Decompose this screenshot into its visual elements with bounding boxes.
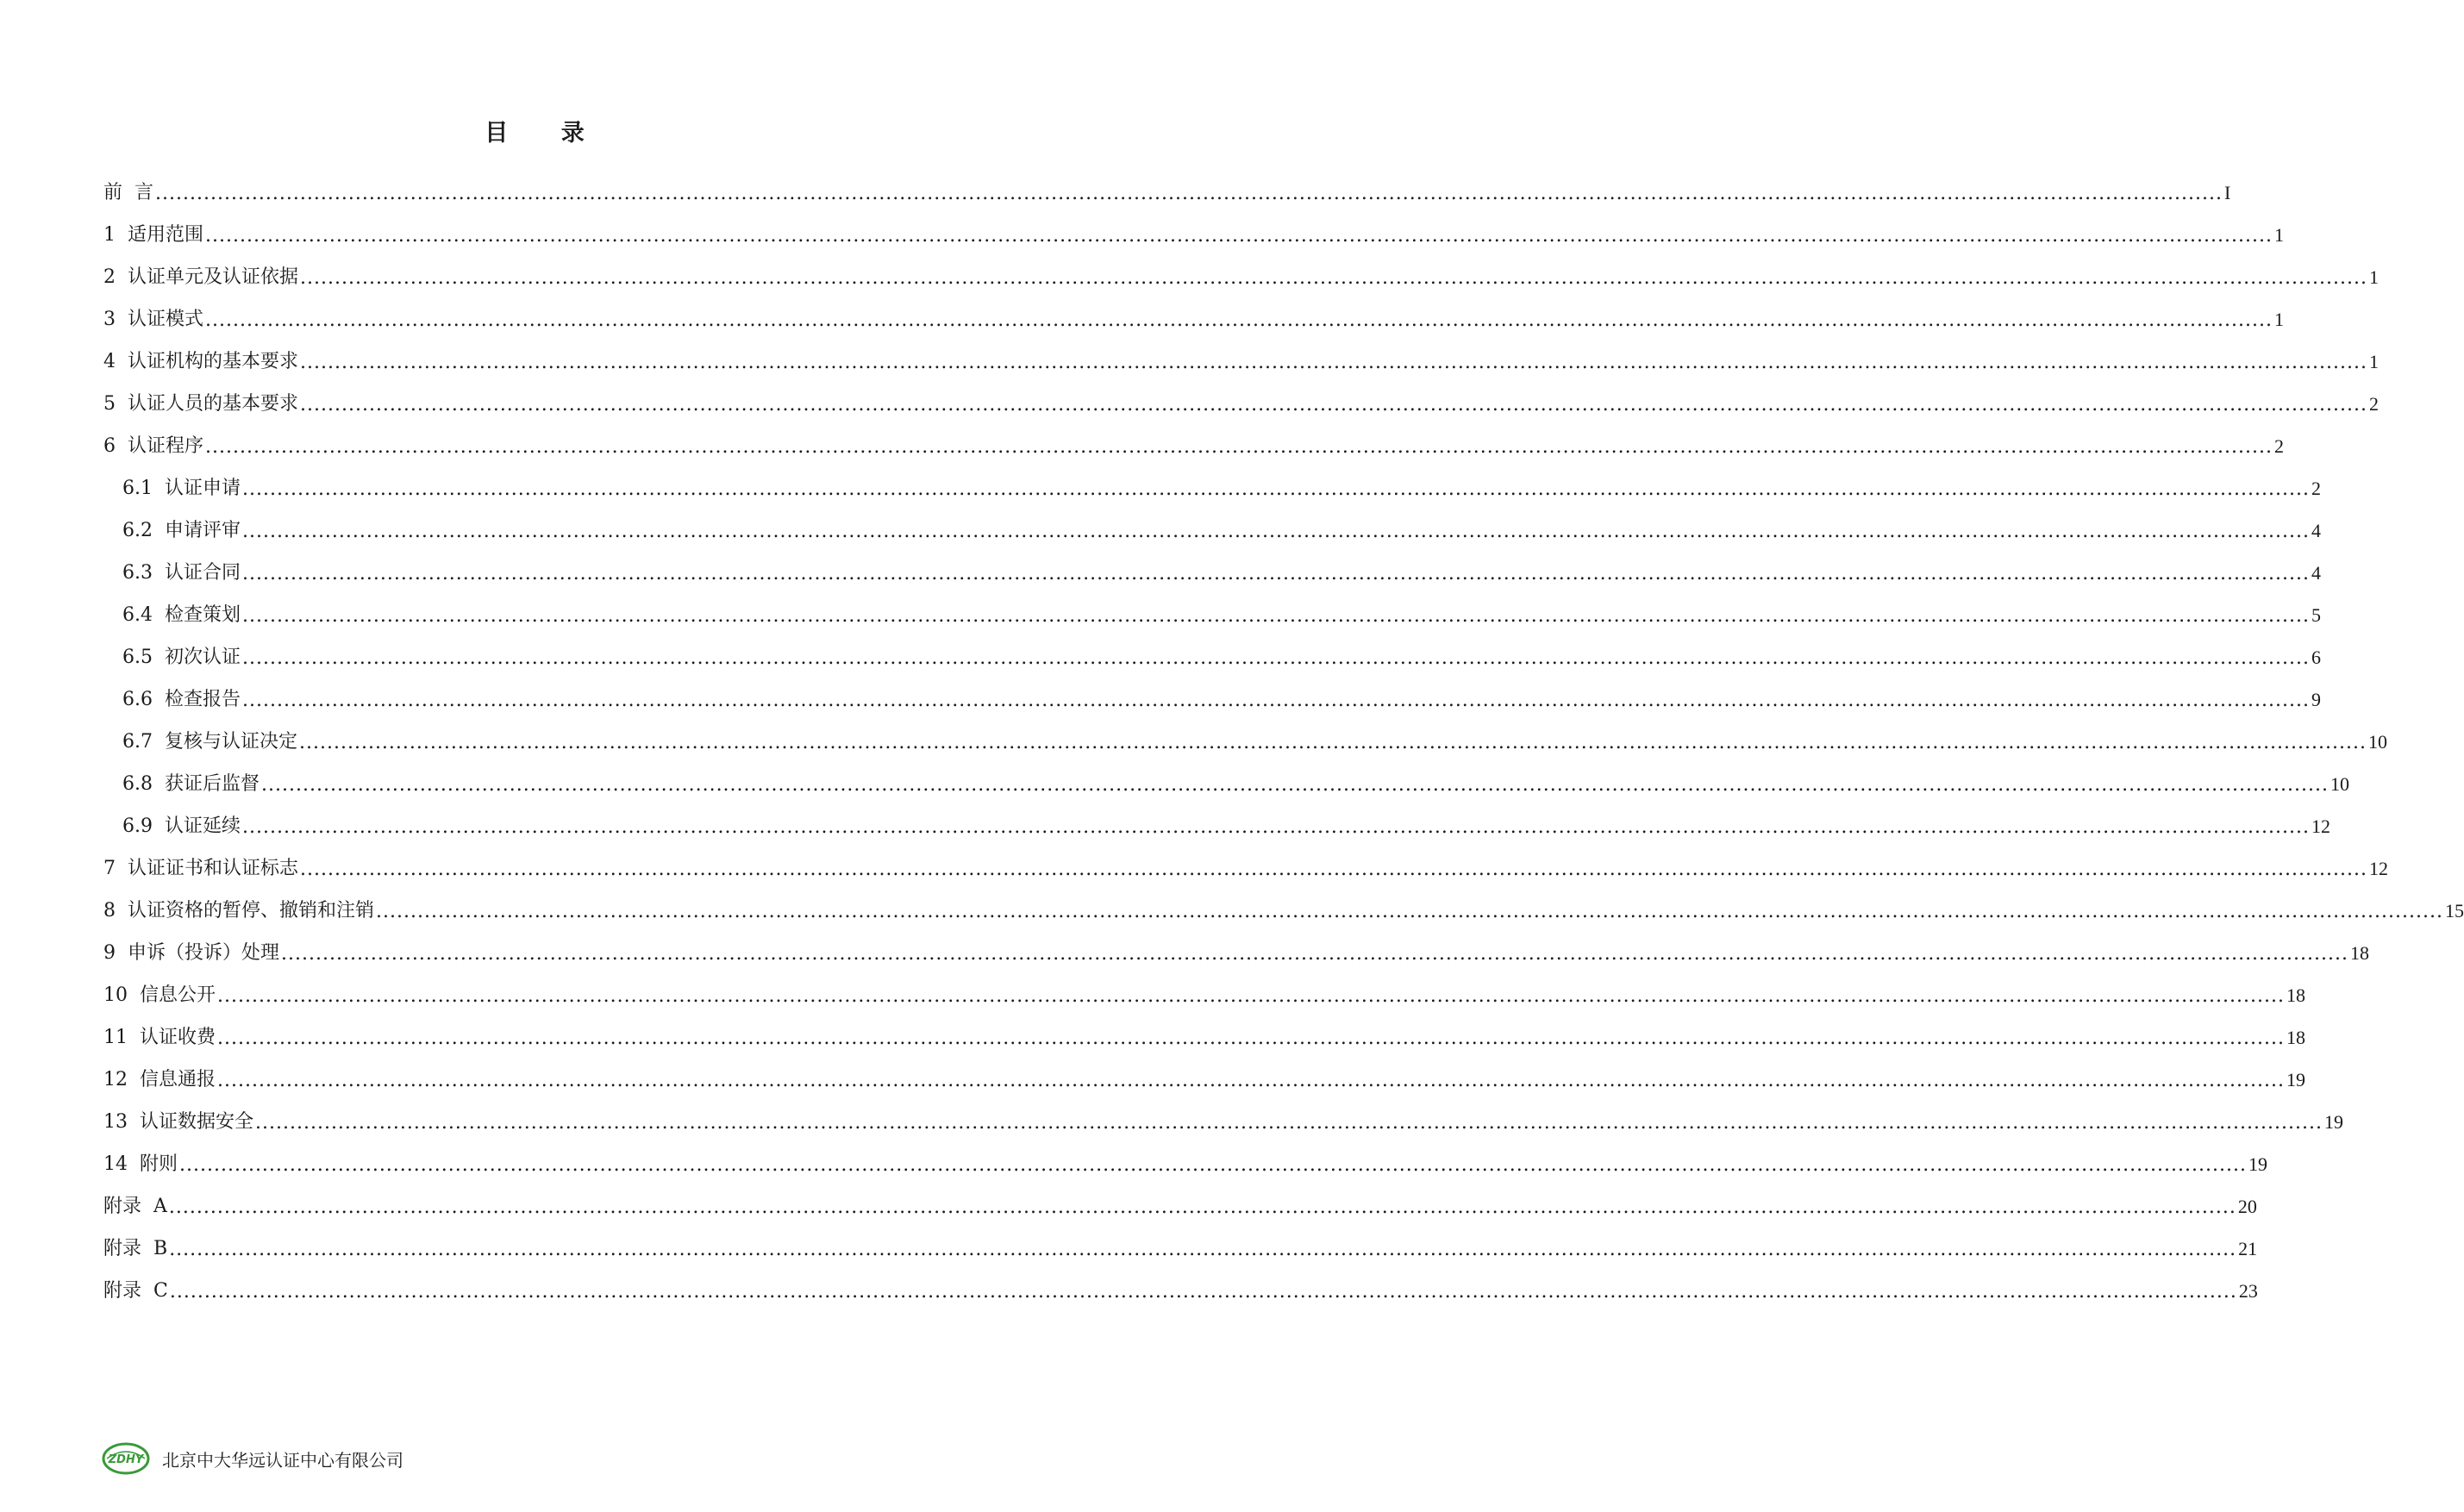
toc-page-number: 1 [2273, 309, 2284, 330]
toc-page-number: 19 [2248, 1153, 2267, 1175]
toc-entry-label [103, 1107, 253, 1134]
toc-entry[interactable] [103, 922, 2369, 965]
toc-page-number: 10 [2330, 773, 2349, 795]
toc-page-number: 18 [2349, 942, 2369, 964]
toc-dot-leader: ............................................................................................................................................................................................................................................................................................................ [242, 605, 2310, 627]
toc-entry-number: 6.8 [122, 773, 153, 795]
toc-entry-title: 初次认证 [165, 647, 241, 668]
toc-entry-label [103, 389, 298, 415]
toc-entry-label [103, 1191, 167, 1218]
toc-entry[interactable] [103, 162, 2231, 204]
toc-entry-title: 认证人员的基本要求 [128, 393, 299, 415]
toc-dot-leader: ............................................................................................................................................................................................................................................................................................................ [205, 309, 2273, 331]
toc-entry-label [122, 515, 241, 542]
toc-entry-label [103, 896, 374, 922]
toc-dot-leader: ............................................................................................................................................................................................................................................................................................................ [281, 943, 2348, 965]
toc-entry-number: 前 [103, 182, 123, 203]
toc-entry[interactable] [103, 1260, 2258, 1303]
toc-entry[interactable] [103, 1134, 2267, 1176]
toc-entry-label [122, 558, 241, 584]
toc-entry[interactable] [103, 1176, 2257, 1218]
toc-entry-title: 适用范围 [128, 224, 204, 246]
toc-entry-label [103, 853, 298, 880]
toc-entry-title: 认证证书和认证标志 [128, 858, 299, 879]
toc-dot-leader: ............................................................................................................................................................................................................................................................................................................ [242, 647, 2310, 669]
toc-page-number: 2 [2368, 393, 2379, 415]
toc-entry-label [122, 684, 241, 711]
toc-dot-leader: ............................................................................................................................................................................................................................................................................................................ [261, 774, 2329, 796]
toc-entry-number: 9 [103, 942, 116, 964]
toc-page-number: 6 [2311, 647, 2321, 668]
toc-entry-number: 13 [103, 1111, 128, 1133]
toc-dot-leader: ............................................................................................................................................................................................................................................................................................................ [300, 352, 2367, 373]
toc-entry-label [122, 642, 241, 669]
toc-entry-label [103, 1234, 167, 1260]
toc-entry[interactable] [103, 1049, 2305, 1091]
toc-page-number: 15 [2444, 900, 2464, 922]
toc-entry-label [103, 262, 298, 289]
toc-page-number: 5 [2311, 604, 2321, 626]
toc-entry-label [103, 347, 298, 373]
toc-page-number: 23 [2238, 1280, 2258, 1302]
toc-entry[interactable] [103, 627, 2321, 669]
toc-page-number: 21 [2238, 1238, 2258, 1259]
toc-entry[interactable] [103, 711, 2387, 753]
toc-entry-number: 2 [103, 266, 116, 288]
toc-entry-title: 认证单元及认证依据 [128, 266, 299, 288]
toc-entry-number: 6.7 [122, 731, 153, 753]
toc-entry-label [122, 600, 241, 627]
toc-entry[interactable] [103, 1091, 2343, 1134]
toc-page-number: 2 [2273, 435, 2284, 457]
toc-entry-number: 8 [103, 900, 116, 922]
toc-dot-leader: ............................................................................................................................................................................................................................................................................................................ [169, 1239, 2237, 1260]
toc-page-number: 19 [2323, 1111, 2343, 1133]
toc-dot-leader: ............................................................................................................................................................................................................................................................................................................ [205, 225, 2273, 247]
table-of-contents [103, 162, 2464, 1303]
toc-entry-title: 检查策划 [165, 604, 241, 626]
toc-entry-title: 认证申请 [165, 478, 241, 499]
zdhy-logo-icon [102, 1441, 150, 1476]
toc-entry-label [103, 980, 216, 1007]
toc-dot-leader: ............................................................................................................................................................................................................................................................................................................ [217, 1028, 2285, 1049]
toc-dot-leader: ............................................................................................................................................................................................................................................................................................................ [300, 394, 2367, 415]
toc-entry[interactable] [103, 880, 2464, 922]
toc-page-number: 1 [2368, 266, 2379, 288]
toc-dot-leader: ............................................................................................................................................................................................................................................................................................................ [242, 478, 2310, 500]
toc-entry-title: 认证延续 [165, 815, 241, 837]
toc-entry-number: 4 [103, 351, 116, 372]
toc-entry[interactable] [103, 965, 2305, 1007]
toc-dot-leader: ............................................................................................................................................................................................................................................................................................................ [155, 183, 2223, 204]
toc-entry-label [103, 431, 203, 458]
toc-entry[interactable] [103, 204, 2284, 247]
toc-dot-leader: ............................................................................................................................................................................................................................................................................................................ [300, 267, 2367, 289]
toc-entry-number: 6.5 [122, 647, 153, 668]
toc-entry-label [103, 304, 203, 331]
toc-entry-title: C [153, 1280, 168, 1302]
toc-entry-number: 7 [103, 858, 116, 879]
toc-page-number: 18 [2286, 984, 2305, 1006]
toc-entry-title: B [153, 1238, 168, 1259]
toc-entry-number: 10 [103, 984, 128, 1006]
toc-dot-leader: ............................................................................................................................................................................................................................................................................................................ [179, 1154, 2247, 1176]
toc-entry-number: 6.2 [122, 520, 153, 541]
toc-entry[interactable] [103, 247, 2379, 289]
toc-dot-leader: ............................................................................................................................................................................................................................................................................................................ [255, 1112, 2323, 1134]
toc-page-number: 12 [2311, 815, 2330, 837]
toc-entry-title: 复核与认证决定 [165, 731, 298, 753]
toc-page-number: 9 [2311, 689, 2321, 710]
toc-entry[interactable] [103, 669, 2321, 711]
toc-entry-number: 附录 [103, 1280, 142, 1302]
page-footer [102, 1440, 403, 1478]
toc-entry-number: 6.3 [122, 562, 153, 584]
toc-entry[interactable] [103, 373, 2379, 415]
toc-entry[interactable] [103, 838, 2388, 880]
toc-entry-title: 信息通报 [140, 1069, 216, 1090]
toc-entry-label [122, 473, 241, 500]
toc-entry-number: 14 [103, 1153, 128, 1175]
toc-dot-leader: ............................................................................................................................................................................................................................................................................................................ [300, 859, 2367, 880]
toc-entry-number: 1 [103, 224, 116, 246]
toc-entry[interactable] [103, 331, 2379, 373]
toc-dot-leader: ............................................................................................................................................................................................................................................................................................................ [217, 1070, 2285, 1091]
toc-entry-label [122, 769, 260, 796]
toc-dot-leader: ............................................................................................................................................................................................................................................................................................................ [217, 985, 2285, 1007]
toc-dot-leader: ............................................................................................................................................................................................................................................................................................................ [242, 816, 2310, 838]
toc-entry[interactable] [103, 289, 2284, 331]
toc-entry-title: 认证机构的基本要求 [128, 351, 299, 372]
toc-entry[interactable] [103, 542, 2321, 584]
toc-entry-label [103, 220, 203, 247]
toc-entry-number: 6.6 [122, 689, 153, 710]
toc-entry-number: 11 [103, 1027, 128, 1048]
toc-page-number: 19 [2286, 1069, 2305, 1090]
toc-entry-title: 获证后监督 [165, 773, 260, 795]
toc-dot-leader: ............................................................................................................................................................................................................................................................................................................ [242, 563, 2310, 584]
toc-dot-leader: ............................................................................................................................................................................................................................................................................................................ [168, 1196, 2236, 1218]
toc-entry-title: 认证模式 [128, 309, 204, 330]
toc-page-number: 4 [2311, 562, 2321, 584]
toc-entry[interactable] [103, 1218, 2258, 1260]
toc-page-number: 2 [2311, 478, 2321, 499]
toc-entry-number: 6.9 [122, 815, 153, 837]
toc-page-number: 10 [2367, 731, 2387, 753]
toc-entry[interactable] [103, 584, 2321, 627]
toc-page-number: 18 [2286, 1027, 2305, 1048]
toc-entry-label [103, 1065, 216, 1091]
toc-entry-number: 6.4 [122, 604, 153, 626]
toc-page-number: I [2223, 182, 2231, 203]
toc-entry-label [103, 1149, 178, 1176]
toc-entry-title: 认证合同 [165, 562, 241, 584]
toc-entry-label [103, 1276, 168, 1303]
toc-dot-leader: ............................................................................................................................................................................................................................................................................................................ [299, 732, 2367, 753]
toc-dot-leader: ............................................................................................................................................................................................................................................................................................................ [242, 521, 2310, 542]
toc-entry-title: 申请评审 [165, 520, 241, 541]
toc-entry-number: 附录 [103, 1196, 142, 1217]
toc-page-number: 1 [2368, 351, 2379, 372]
toc-entry-label [122, 727, 297, 753]
toc-dot-leader: ............................................................................................................................................................................................................................................................................................................ [376, 901, 2443, 922]
page-title: 目 录 [485, 120, 607, 147]
toc-entry-label [103, 1022, 216, 1049]
toc-entry[interactable] [103, 415, 2284, 458]
toc-entry-number: 3 [103, 309, 116, 330]
toc-page-number: 20 [2237, 1196, 2257, 1217]
toc-entry-title: 认证数据安全 [140, 1111, 254, 1133]
toc-entry-label [103, 938, 279, 965]
toc-entry-number: 5 [103, 393, 116, 415]
logo-text: ZDHY [108, 1453, 144, 1466]
toc-entry-title: 申诉（投诉）处理 [128, 942, 280, 964]
toc-entry-title: 附则 [140, 1153, 178, 1175]
toc-entry[interactable] [103, 1007, 2305, 1049]
toc-page-number: 4 [2311, 520, 2321, 541]
toc-entry-number: 附录 [103, 1238, 142, 1259]
toc-page-number: 1 [2273, 224, 2284, 246]
toc-entry-title: 认证资格的暂停、撤销和注销 [128, 900, 375, 922]
toc-entry-title: 认证程序 [128, 435, 204, 457]
toc-entry[interactable] [103, 500, 2321, 542]
toc-entry-title: A [153, 1196, 167, 1217]
toc-entry-title: 言 [134, 182, 154, 203]
organization-name: 北京中大华远认证中心有限公司 [162, 1449, 403, 1471]
toc-entry-label [103, 178, 153, 204]
toc-entry-number: 12 [103, 1069, 128, 1090]
toc-page-number: 12 [2368, 858, 2388, 879]
toc-dot-leader: ............................................................................................................................................................................................................................................................................................................ [242, 690, 2310, 711]
toc-entry-number: 6.1 [122, 478, 153, 499]
toc-entry-number: 6 [103, 435, 116, 457]
toc-dot-leader: ............................................................................................................................................................................................................................................................................................................ [205, 436, 2273, 458]
toc-entry-label [122, 811, 241, 838]
toc-dot-leader: ............................................................................................................................................................................................................................................................................................................ [169, 1281, 2237, 1303]
toc-entry-title: 检查报告 [165, 689, 241, 710]
toc-entry-title: 信息公开 [140, 984, 216, 1006]
toc-entry[interactable] [103, 458, 2321, 500]
toc-entry-title: 认证收费 [140, 1027, 216, 1048]
toc-entry[interactable] [103, 796, 2330, 838]
toc-entry[interactable] [103, 753, 2349, 796]
